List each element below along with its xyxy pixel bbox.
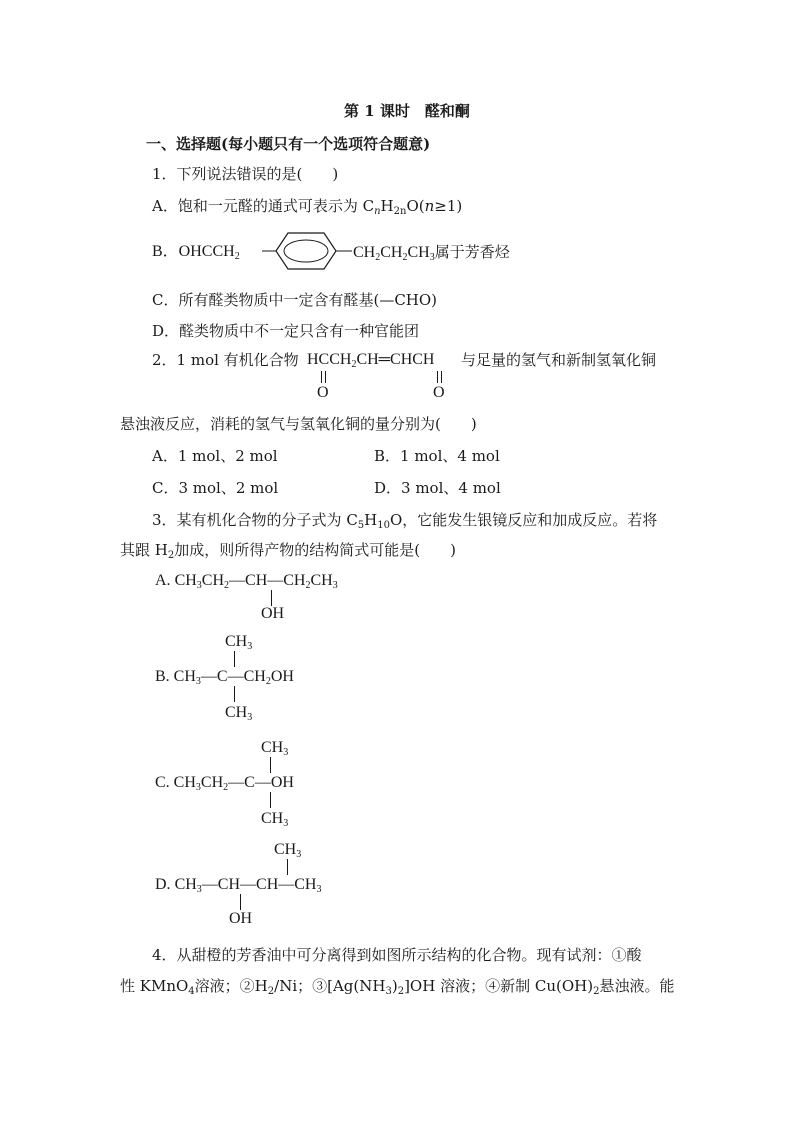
section-heading: 一、选择题(每小题只有一个选项符合题意) (146, 135, 431, 153)
question-2-option-d: D．3 mol、4 mol (374, 479, 501, 497)
question-2-lead: 2．1 mol 有机化合物 (152, 351, 299, 369)
question-2-option-a: A．1 mol、2 mol (152, 447, 278, 465)
question-3-option-b-bottom: $CH_3$ (225, 704, 253, 723)
question-3-option-b-top: $CH_3$ (225, 633, 253, 652)
question-2-tail: 与足量的氢气和新制氢氧化铜 (461, 351, 657, 369)
question-3-option-c: C. $CH_3CH_2—C—OH$ (155, 774, 294, 793)
question-3-option-b: B. $CH_3—C—CH_2OH$ (155, 668, 294, 687)
question-3-option-c-top: $CH_3$ (261, 739, 289, 758)
question-1-option-b-left: B．$OHCCH_2$ (152, 243, 240, 262)
question-1-option-a: A．饱和一元醛的通式可表示为 $C_nH_{2n}O(n\ge 1)$ (152, 197, 463, 217)
question-3-option-c-bottom: $CH_3$ (261, 810, 289, 829)
question-3-option-d: D. $CH_3—CH—CH—CH_3$ (155, 876, 322, 895)
page-title: 第 1 课时 醛和酮 (344, 102, 470, 120)
question-3-option-a: A. $CH_3CH_2—CH—CH_2CH_3$ (155, 572, 338, 591)
question-3-option-d-oh: OH (229, 910, 253, 927)
question-1-option-d: D．醛类物质中不一定只含有一种官能团 (152, 322, 420, 340)
question-2-formula: $HCCH_2CH═CHCH$ (307, 351, 435, 370)
question-3-line1: 3．某有机化合物的分子式为 $C_5H_{10}O$，它能发生银镜反应和加成反应。若将 (152, 511, 658, 531)
benzene-ring-icon (262, 230, 352, 272)
question-3-option-d-top: $CH_3$ (274, 841, 302, 860)
question-4-line1: 4．从甜橙的芳香油中可分离得到如图所示结构的化合物。现有试剂：①酸 (152, 946, 642, 964)
question-3-option-a-oh: OH (261, 605, 285, 622)
question-2-line2: 悬浊液反应，消耗的氢气与氢氧化铜的量分别为( ) (120, 415, 477, 433)
question-2-option-c: C．3 mol、2 mol (152, 479, 279, 497)
question-2-option-b: B．1 mol、4 mol (374, 447, 500, 465)
question-2-oxygen-2: O (433, 384, 445, 401)
question-2-oxygen-1: O (317, 384, 329, 401)
question-1-stem: 1．下列说法错误的是( ) (152, 165, 339, 183)
question-1-option-c: C．所有醛类物质中一定含有醛基(—CHO) (152, 291, 438, 309)
question-4-line2: 性 KMnO$_4$溶液；$②H_2/Ni$；$③[Ag(NH_3)_2]OH$ 溶液；④新制 $Cu(OH)_2$悬浊液。能 (120, 977, 675, 997)
question-3-line2: 其跟 $H_2$加成，则所得产物的结构简式可能是( ) (120, 541, 456, 561)
question-1-option-b-right: $CH_2CH_2CH_3$属于芳香烃 (353, 243, 510, 263)
